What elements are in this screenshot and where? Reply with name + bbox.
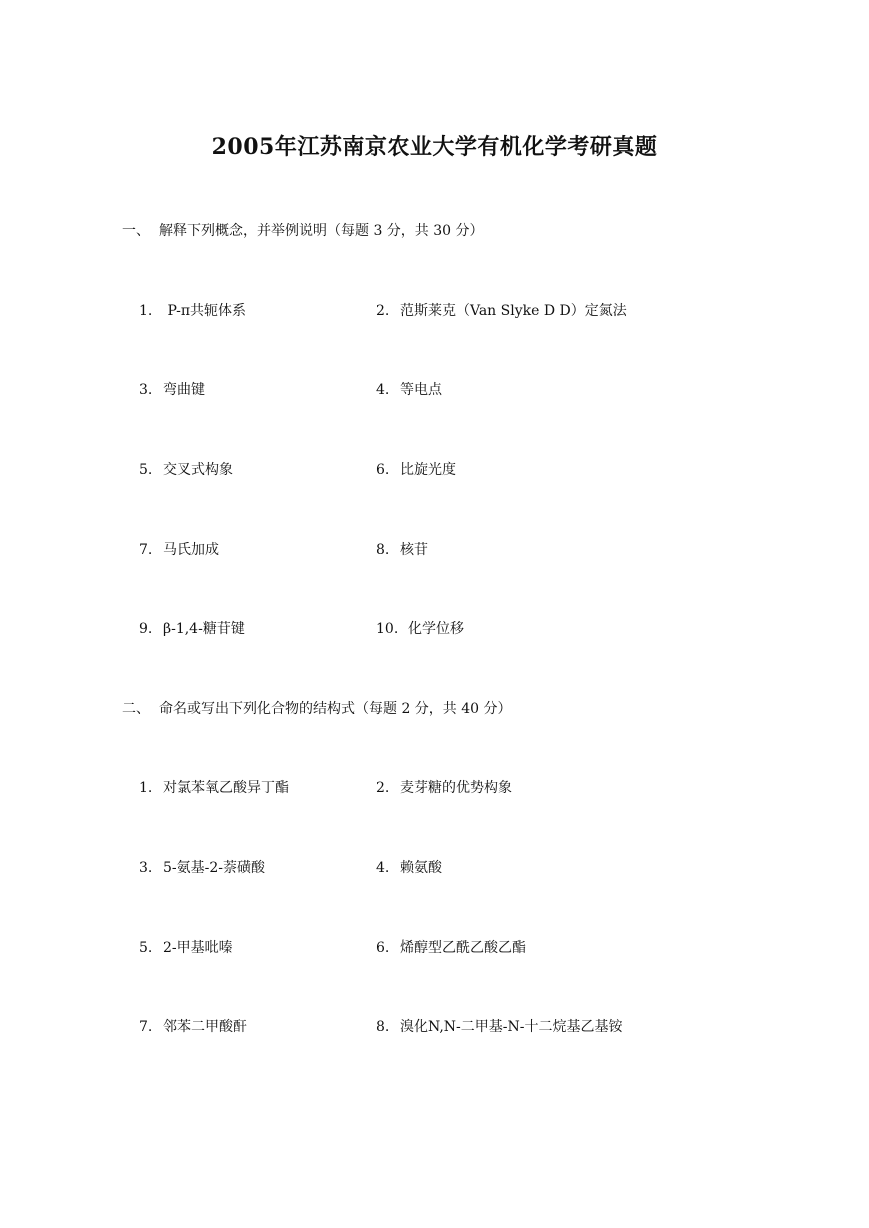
list-item	[139, 938, 233, 958]
page-title: 2005年江苏南京农业大学有机化学考研真题	[211, 134, 658, 160]
item-text: 交叉式构象	[163, 462, 233, 478]
item-text: 对氯苯氧乙酸异丁酯	[163, 780, 289, 796]
list-item	[376, 380, 442, 400]
item-text: β-1,4-糖苷键	[163, 621, 245, 637]
section-heading-1	[122, 221, 484, 241]
item-text: 邻苯二甲酸酐	[163, 1019, 247, 1035]
item-text: 范斯莱克（Van Slyke D D）定氮法	[400, 303, 627, 319]
item-text: 麦芽糖的优势构象	[400, 780, 512, 796]
section-heading-text: 命名或写出下列化合物的结构式（每题 2 分，共 40 分）	[159, 701, 512, 717]
item-number: 3.	[139, 382, 153, 398]
list-item	[139, 778, 289, 798]
list-item	[139, 301, 246, 321]
item-text: 溴化N,N-二甲基-N-十二烷基乙基铵	[400, 1019, 623, 1035]
list-item	[376, 858, 442, 878]
list-item	[139, 858, 265, 878]
list-item	[376, 301, 627, 321]
list-item	[376, 619, 464, 639]
section-heading-2	[122, 699, 512, 719]
item-number: 7.	[139, 1019, 153, 1035]
item-text: 5-氨基-2-萘磺酸	[163, 860, 266, 876]
section-number: 一、	[122, 223, 150, 239]
item-text: 等电点	[400, 382, 442, 398]
item-text: 赖氨酸	[400, 860, 442, 876]
list-item	[139, 1017, 247, 1037]
item-number: 10.	[376, 621, 399, 637]
item-text: 2-甲基吡嗪	[163, 940, 233, 956]
item-number: 3.	[139, 860, 153, 876]
item-text: 核苷	[400, 542, 428, 558]
item-number: 5.	[139, 940, 153, 956]
item-text: 弯曲键	[163, 382, 205, 398]
item-number: 2.	[376, 303, 390, 319]
list-item	[376, 938, 526, 958]
item-number: 9.	[139, 621, 153, 637]
item-text: 化学位移	[408, 621, 464, 637]
item-number: 6.	[376, 940, 390, 956]
item-number: 8.	[376, 1019, 390, 1035]
item-text: 比旋光度	[400, 462, 456, 478]
item-text: 马氏加成	[163, 542, 219, 558]
item-number: 1.	[139, 303, 153, 319]
list-item	[139, 619, 245, 639]
list-item	[376, 460, 456, 480]
section-number: 二、	[122, 701, 150, 717]
item-text: 烯醇型乙酰乙酸乙酯	[400, 940, 526, 956]
list-item	[376, 1017, 623, 1037]
item-number: 4.	[376, 382, 390, 398]
item-number: 2.	[376, 780, 390, 796]
list-item	[139, 460, 233, 480]
item-number: 8.	[376, 542, 390, 558]
item-text: P-π共轭体系	[163, 303, 247, 319]
list-item	[139, 380, 205, 400]
item-number: 5.	[139, 462, 153, 478]
item-number: 1.	[139, 780, 153, 796]
item-number: 4.	[376, 860, 390, 876]
item-number: 7.	[139, 542, 153, 558]
list-item	[376, 778, 512, 798]
list-item	[376, 540, 428, 560]
list-item	[139, 540, 219, 560]
section-heading-text: 解释下列概念，并举例说明（每题 3 分，共 30 分）	[159, 223, 484, 239]
item-number: 6.	[376, 462, 390, 478]
